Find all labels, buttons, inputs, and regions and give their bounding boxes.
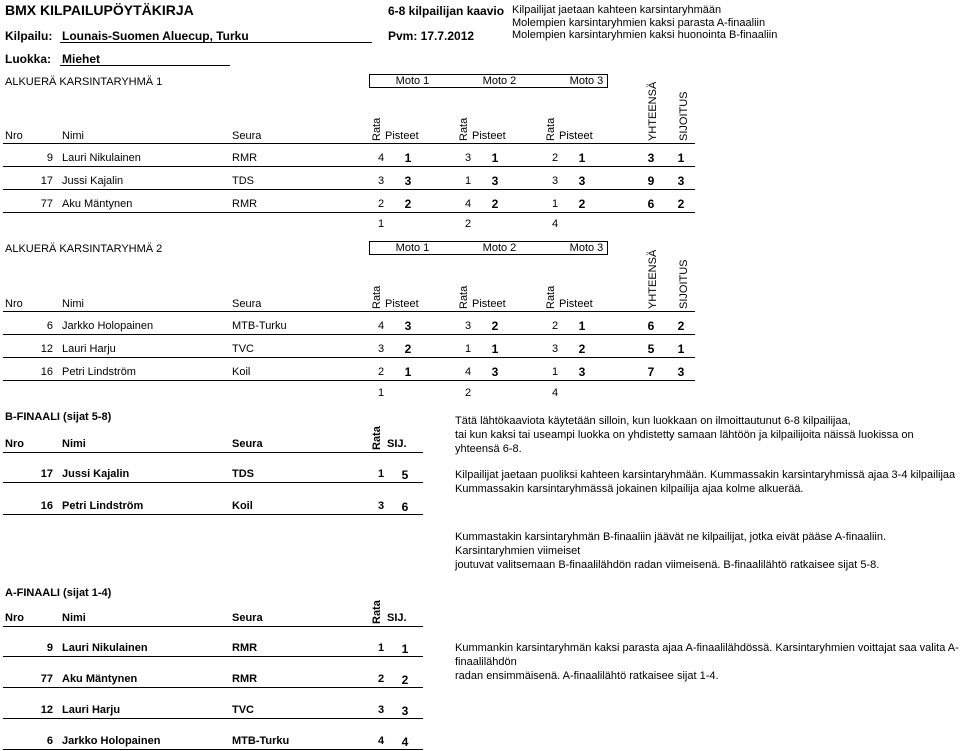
sij-cell: 4 xyxy=(401,735,409,749)
rata-cell: 1 xyxy=(377,642,385,654)
row-divider xyxy=(3,166,695,167)
moto2-header-2: Moto 2 xyxy=(482,242,517,254)
pisteet3-cell: 1 xyxy=(578,151,586,165)
footer-lane-2: 2 xyxy=(464,218,472,230)
nro-cell: 16 xyxy=(40,500,53,512)
nro-cell: 16 xyxy=(40,366,53,378)
note-4-line-1: Kummankin karsintaryhmän kaksi parasta ajaa A-finaalilähdössä. Karsintaryhmien voittajat saa valita A-finaalilähdön xyxy=(455,642,959,668)
col-yhteensa-2: YHTEENSÄ xyxy=(647,249,659,309)
row-divider xyxy=(3,514,423,515)
rata3-cell: 2 xyxy=(551,152,559,164)
col-rata-2-1: Rata xyxy=(371,285,383,309)
sijoitus-cell: 2 xyxy=(677,319,685,333)
sijoitus-cell: 1 xyxy=(677,342,685,356)
pisteet1-cell: 1 xyxy=(404,365,412,379)
rata1-cell: 4 xyxy=(377,320,385,332)
group1-title: ALKUERÄ KARSINTARYHMÄ 1 xyxy=(5,76,163,88)
rata2-cell: 4 xyxy=(464,198,472,210)
row-divider xyxy=(3,482,423,483)
rata1-cell: 2 xyxy=(377,198,385,210)
note-1-line-2: tai kun kaksi tai useampi luokka on yhdistetty samaan lähtöön ja kilpailijoita näissä luokissa on yhteensä 6-8. xyxy=(455,429,914,455)
date-label: Pvm: 17.7.2012 xyxy=(388,29,475,43)
pisteet3-cell: 1 xyxy=(578,319,586,333)
afinal-col-sij: SIJ. xyxy=(387,612,407,624)
moto3-header: Moto 3 xyxy=(569,75,604,87)
sij-cell: 2 xyxy=(401,673,409,687)
col-rata-2-2: Rata xyxy=(458,285,470,309)
sij-cell: 5 xyxy=(401,468,409,482)
note-3-line-2: joutuvat valitsemaan B-finaalilähdön radan viimeisenä. B-finaalilähtö ratkaisee sijat 5-8. xyxy=(455,559,880,571)
pisteet2-cell: 3 xyxy=(491,174,499,188)
pisteet2-cell: 3 xyxy=(491,365,499,379)
col-seura-2: Seura xyxy=(232,298,262,310)
col-pisteet-3: Pisteet xyxy=(559,130,593,142)
nro-cell: 17 xyxy=(40,468,53,480)
footer-lane-3: 4 xyxy=(551,218,559,230)
seura-cell: RMR xyxy=(232,673,258,685)
moto3-header-2: Moto 3 xyxy=(569,242,604,254)
row-divider xyxy=(3,687,423,688)
col-pisteet-2-2: Pisteet xyxy=(472,298,506,310)
note-paragraph-4 xyxy=(455,641,960,683)
nro-cell: 6 xyxy=(46,320,53,332)
bfinal-col-seura: Seura xyxy=(232,438,263,450)
row-divider xyxy=(3,656,423,657)
pisteet3-cell: 3 xyxy=(578,365,586,379)
col-sijoitus: SIJOITUS xyxy=(678,91,690,141)
col-pisteet-2-3: Pisteet xyxy=(559,298,593,310)
sijoitus-cell: 3 xyxy=(677,365,685,379)
row-divider xyxy=(3,718,423,719)
row-divider xyxy=(3,189,695,190)
col-pisteet-2-1: Pisteet xyxy=(385,298,419,310)
rata1-cell: 4 xyxy=(377,152,385,164)
seura-cell: Koil xyxy=(232,366,251,378)
bfinal-col-rata: Rata xyxy=(371,426,383,450)
col-nimi-2: Nimi xyxy=(62,298,84,310)
rata-cell: 3 xyxy=(377,500,385,512)
nro-cell: 77 xyxy=(40,673,53,685)
bfinal-title: B-FINAALI (sijat 5-8) xyxy=(5,411,112,423)
sij-cell: 3 xyxy=(401,704,409,718)
col-rata-2-3: Rata xyxy=(545,285,557,309)
pisteet2-cell: 1 xyxy=(491,151,499,165)
footer2-lane-1: 1 xyxy=(377,387,385,399)
pisteet1-cell: 3 xyxy=(404,319,412,333)
bfinal-col-sij: SIJ. xyxy=(387,438,407,450)
rata2-cell: 1 xyxy=(464,343,472,355)
format-note-3: Molempien karsintaryhmien kaksi huonointa B-finaaliin xyxy=(512,29,778,41)
format-note-1: Kilpailijat jaetaan kahteen karsintaryhmään xyxy=(512,4,722,16)
bfinal-col-nro: Nro xyxy=(5,438,24,450)
rata2-cell: 1 xyxy=(464,175,472,187)
luokka-value: Miehet xyxy=(62,52,101,66)
rata1-cell: 3 xyxy=(377,343,385,355)
sij-cell: 6 xyxy=(401,500,409,514)
moto2-header: Moto 2 xyxy=(482,75,517,87)
rata-cell: 3 xyxy=(377,704,385,716)
yhteensa-cell: 3 xyxy=(647,151,655,165)
row-divider xyxy=(3,749,423,750)
seura-cell: RMR xyxy=(232,642,258,654)
seura-cell: MTB-Turku xyxy=(232,735,290,747)
rata-cell: 1 xyxy=(377,468,385,480)
moto1-header: Moto 1 xyxy=(395,75,430,87)
nimi-cell: Lauri Harju xyxy=(62,704,121,716)
col-rata-2: Rata xyxy=(458,117,470,141)
yhteensa-cell: 5 xyxy=(647,342,655,356)
rata2-cell: 4 xyxy=(464,366,472,378)
seura-cell: MTB-Turku xyxy=(232,320,287,332)
col-sijoitus-2: SIJOITUS xyxy=(678,259,690,309)
rata3-cell: 3 xyxy=(551,343,559,355)
note-2-line-2: Kummassakin karsintaryhmässä jokainen kilpailija ajaa kolme alkuerää. xyxy=(455,483,804,495)
note-4-line-2: radan ensimmäisenä. A-finaalilähtö ratkaisee sijat 1-4. xyxy=(455,670,719,682)
nro-cell: 17 xyxy=(40,175,53,187)
seura-cell: TDS xyxy=(232,175,254,187)
col-nimi: Nimi xyxy=(62,130,84,142)
nimi-cell: Aku Mäntynen xyxy=(62,198,133,210)
rata-cell: 2 xyxy=(377,673,385,685)
row-divider xyxy=(3,380,695,381)
row-divider xyxy=(3,334,695,335)
nimi-cell: Lauri Nikulainen xyxy=(62,642,148,654)
pisteet1-cell: 2 xyxy=(404,342,412,356)
note-2-line-1: Kilpailijat jaetaan puoliksi kahteen karsintaryhmään. Kummassakin karsintaryhmissä ajaa 3-4 kilpailijaa xyxy=(455,469,956,481)
yhteensa-cell: 9 xyxy=(647,174,655,188)
nro-cell: 6 xyxy=(46,735,53,747)
col-nro-2: Nro xyxy=(5,298,23,310)
nimi-cell: Aku Mäntynen xyxy=(62,673,138,685)
row-divider xyxy=(3,212,695,213)
footer2-lane-2: 2 xyxy=(464,387,472,399)
afinal-col-rata: Rata xyxy=(371,600,383,624)
luokka-label: Luokka: xyxy=(5,52,52,66)
rata3-cell: 1 xyxy=(551,366,559,378)
col-rata-1: Rata xyxy=(371,117,383,141)
nimi-cell: Jussi Kajalin xyxy=(62,175,124,187)
moto1-header-2: Moto 1 xyxy=(395,242,430,254)
col-rata-3: Rata xyxy=(545,117,557,141)
pisteet2-cell: 2 xyxy=(491,197,499,211)
note-1-line-1: Tätä lähtökaaviota käytetään silloin, kun luokkaan on ilmoittautunut 6-8 kilpailijaa, xyxy=(455,415,851,427)
pisteet1-cell: 3 xyxy=(404,174,412,188)
note-3-line-1: Kummastakin karsintaryhmän B-finaaliin jäävät ne kilpailijat, jotka eivät pääse A-finaaliin. Karsintaryhmien viimeiset xyxy=(455,531,887,557)
col-yhteensa: YHTEENSÄ xyxy=(647,81,659,141)
seura-cell: RMR xyxy=(232,198,258,210)
yhteensa-cell: 6 xyxy=(647,319,655,333)
rata2-cell: 3 xyxy=(464,152,472,164)
seura-cell: RMR xyxy=(232,152,258,164)
nimi-cell: Jussi Kajalin xyxy=(62,468,130,480)
col-seura: Seura xyxy=(232,130,262,142)
afinal-title: A-FINAALI (sijat 1-4) xyxy=(5,587,112,599)
col-pisteet-1: Pisteet xyxy=(385,130,419,142)
sijoitus-cell: 2 xyxy=(677,197,685,211)
pisteet1-cell: 1 xyxy=(404,151,412,165)
nimi-cell: Petri Lindström xyxy=(62,500,144,512)
rata1-cell: 2 xyxy=(377,366,385,378)
pisteet2-cell: 1 xyxy=(491,342,499,356)
nimi-cell: Lauri Harju xyxy=(62,343,116,355)
pisteet3-cell: 2 xyxy=(578,342,586,356)
sij-cell: 1 xyxy=(401,642,409,656)
rata3-cell: 1 xyxy=(551,198,559,210)
seura-cell: TDS xyxy=(232,468,254,480)
seura-cell: TVC xyxy=(232,343,254,355)
nro-cell: 77 xyxy=(40,198,53,210)
afinal-col-nro: Nro xyxy=(5,612,24,624)
sijoitus-cell: 3 xyxy=(677,174,685,188)
kilpailu-label: Kilpailu: xyxy=(5,29,53,43)
bfinal-col-nimi: Nimi xyxy=(62,438,86,450)
pisteet3-cell: 2 xyxy=(578,197,586,211)
seura-cell: TVC xyxy=(232,704,254,716)
format-subtitle: 6-8 kilpailijan kaavio xyxy=(388,4,505,18)
footer2-lane-3: 4 xyxy=(551,387,559,399)
pisteet1-cell: 2 xyxy=(404,197,412,211)
nimi-cell: Jarkko Holopainen xyxy=(62,320,154,332)
note-paragraph-2 xyxy=(455,468,955,496)
nimi-cell: Lauri Nikulainen xyxy=(62,152,141,164)
rata1-cell: 3 xyxy=(377,175,385,187)
page-title: BMX KILPAILUPÖYTÄKIRJA xyxy=(5,2,194,18)
note-paragraph-3 xyxy=(455,530,960,572)
nro-cell: 12 xyxy=(40,704,53,716)
group2-title: ALKUERÄ KARSINTARYHMÄ 2 xyxy=(5,243,163,255)
note-paragraph-1 xyxy=(455,414,960,456)
kilpailu-value: Lounais-Suomen Aluecup, Turku xyxy=(62,29,249,43)
seura-cell: Koil xyxy=(232,500,253,512)
nimi-cell: Petri Lindström xyxy=(62,366,136,378)
footer-lane-1: 1 xyxy=(377,218,385,230)
rata-cell: 4 xyxy=(377,735,385,747)
yhteensa-cell: 7 xyxy=(647,365,655,379)
rata3-cell: 3 xyxy=(551,175,559,187)
sijoitus-cell: 1 xyxy=(677,151,685,165)
nro-cell: 12 xyxy=(40,343,53,355)
afinal-col-nimi: Nimi xyxy=(62,612,86,624)
afinal-col-seura: Seura xyxy=(232,612,263,624)
yhteensa-cell: 6 xyxy=(647,197,655,211)
nro-cell: 9 xyxy=(46,152,53,164)
pisteet2-cell: 2 xyxy=(491,319,499,333)
rata3-cell: 2 xyxy=(551,320,559,332)
rata2-cell: 3 xyxy=(464,320,472,332)
nimi-cell: Jarkko Holopainen xyxy=(62,735,161,747)
nro-cell: 9 xyxy=(46,642,53,654)
pisteet3-cell: 3 xyxy=(578,174,586,188)
format-note-2: Molempien karsintaryhmien kaksi parasta A-finaaliin xyxy=(512,17,766,29)
col-pisteet-2: Pisteet xyxy=(472,130,506,142)
col-nro: Nro xyxy=(5,130,23,142)
row-divider xyxy=(3,357,695,358)
